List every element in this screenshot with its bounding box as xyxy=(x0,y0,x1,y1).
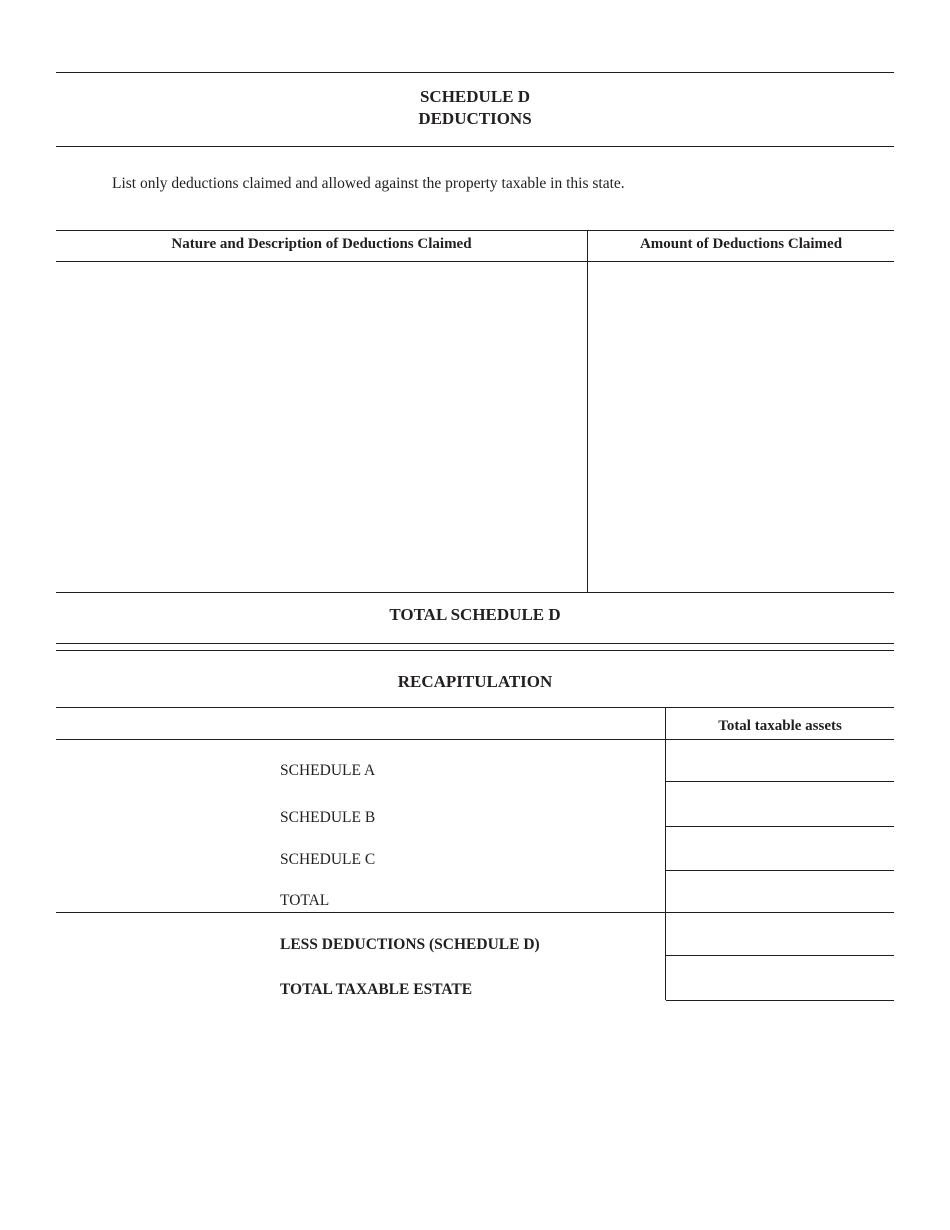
schedule-b-amount-input[interactable] xyxy=(666,783,894,825)
divider xyxy=(56,650,894,651)
total-schedule-d-label: TOTAL SCHEDULE D xyxy=(389,605,561,624)
total-taxable-estate-amount-input[interactable] xyxy=(666,957,894,999)
table-top-border xyxy=(56,230,894,231)
recap-top-border xyxy=(56,707,894,708)
recap-header-border xyxy=(56,739,894,740)
recapitulation-title: RECAPITULATION xyxy=(397,672,553,691)
cell-border xyxy=(666,826,894,827)
instruction-text: List only deductions claimed and allowed against the property taxable in this state. xyxy=(112,175,625,192)
schedule-c-amount-input[interactable] xyxy=(666,828,894,869)
divider xyxy=(56,643,894,644)
table-header-border xyxy=(56,261,894,262)
page-title xyxy=(56,86,894,130)
less-deductions-label: LESS DEDUCTIONS (SCHEDULE D) xyxy=(280,936,540,953)
table-column-divider xyxy=(587,230,588,592)
divider xyxy=(56,72,894,73)
cell-border xyxy=(666,781,894,782)
cell-border xyxy=(666,955,894,956)
recap-section-divider xyxy=(56,912,894,913)
divider xyxy=(56,146,894,147)
deduction-amount-field[interactable] xyxy=(589,263,893,591)
total-taxable-estate-label: TOTAL TAXABLE ESTATE xyxy=(280,981,473,998)
column-header-description: Nature and Description of Deductions Claimed xyxy=(171,236,472,252)
schedule-label: SCHEDULE D xyxy=(419,87,531,106)
column-header-total-taxable-assets: Total taxable assets xyxy=(718,718,842,734)
table-bottom-border xyxy=(56,592,894,593)
schedule-c-label: SCHEDULE C xyxy=(280,851,376,868)
deduction-description-field[interactable] xyxy=(57,263,586,591)
total-label: TOTAL xyxy=(280,892,330,909)
schedule-title: DEDUCTIONS xyxy=(418,109,532,128)
cell-border xyxy=(666,1000,894,1001)
schedule-b-label: SCHEDULE B xyxy=(280,809,376,826)
less-deductions-amount-input[interactable] xyxy=(666,914,894,954)
schedule-a-label: SCHEDULE A xyxy=(280,762,376,779)
schedule-a-amount-input[interactable] xyxy=(666,741,894,780)
total-amount-input[interactable] xyxy=(666,872,894,911)
column-header-amount: Amount of Deductions Claimed xyxy=(639,236,843,252)
cell-border xyxy=(666,870,894,871)
